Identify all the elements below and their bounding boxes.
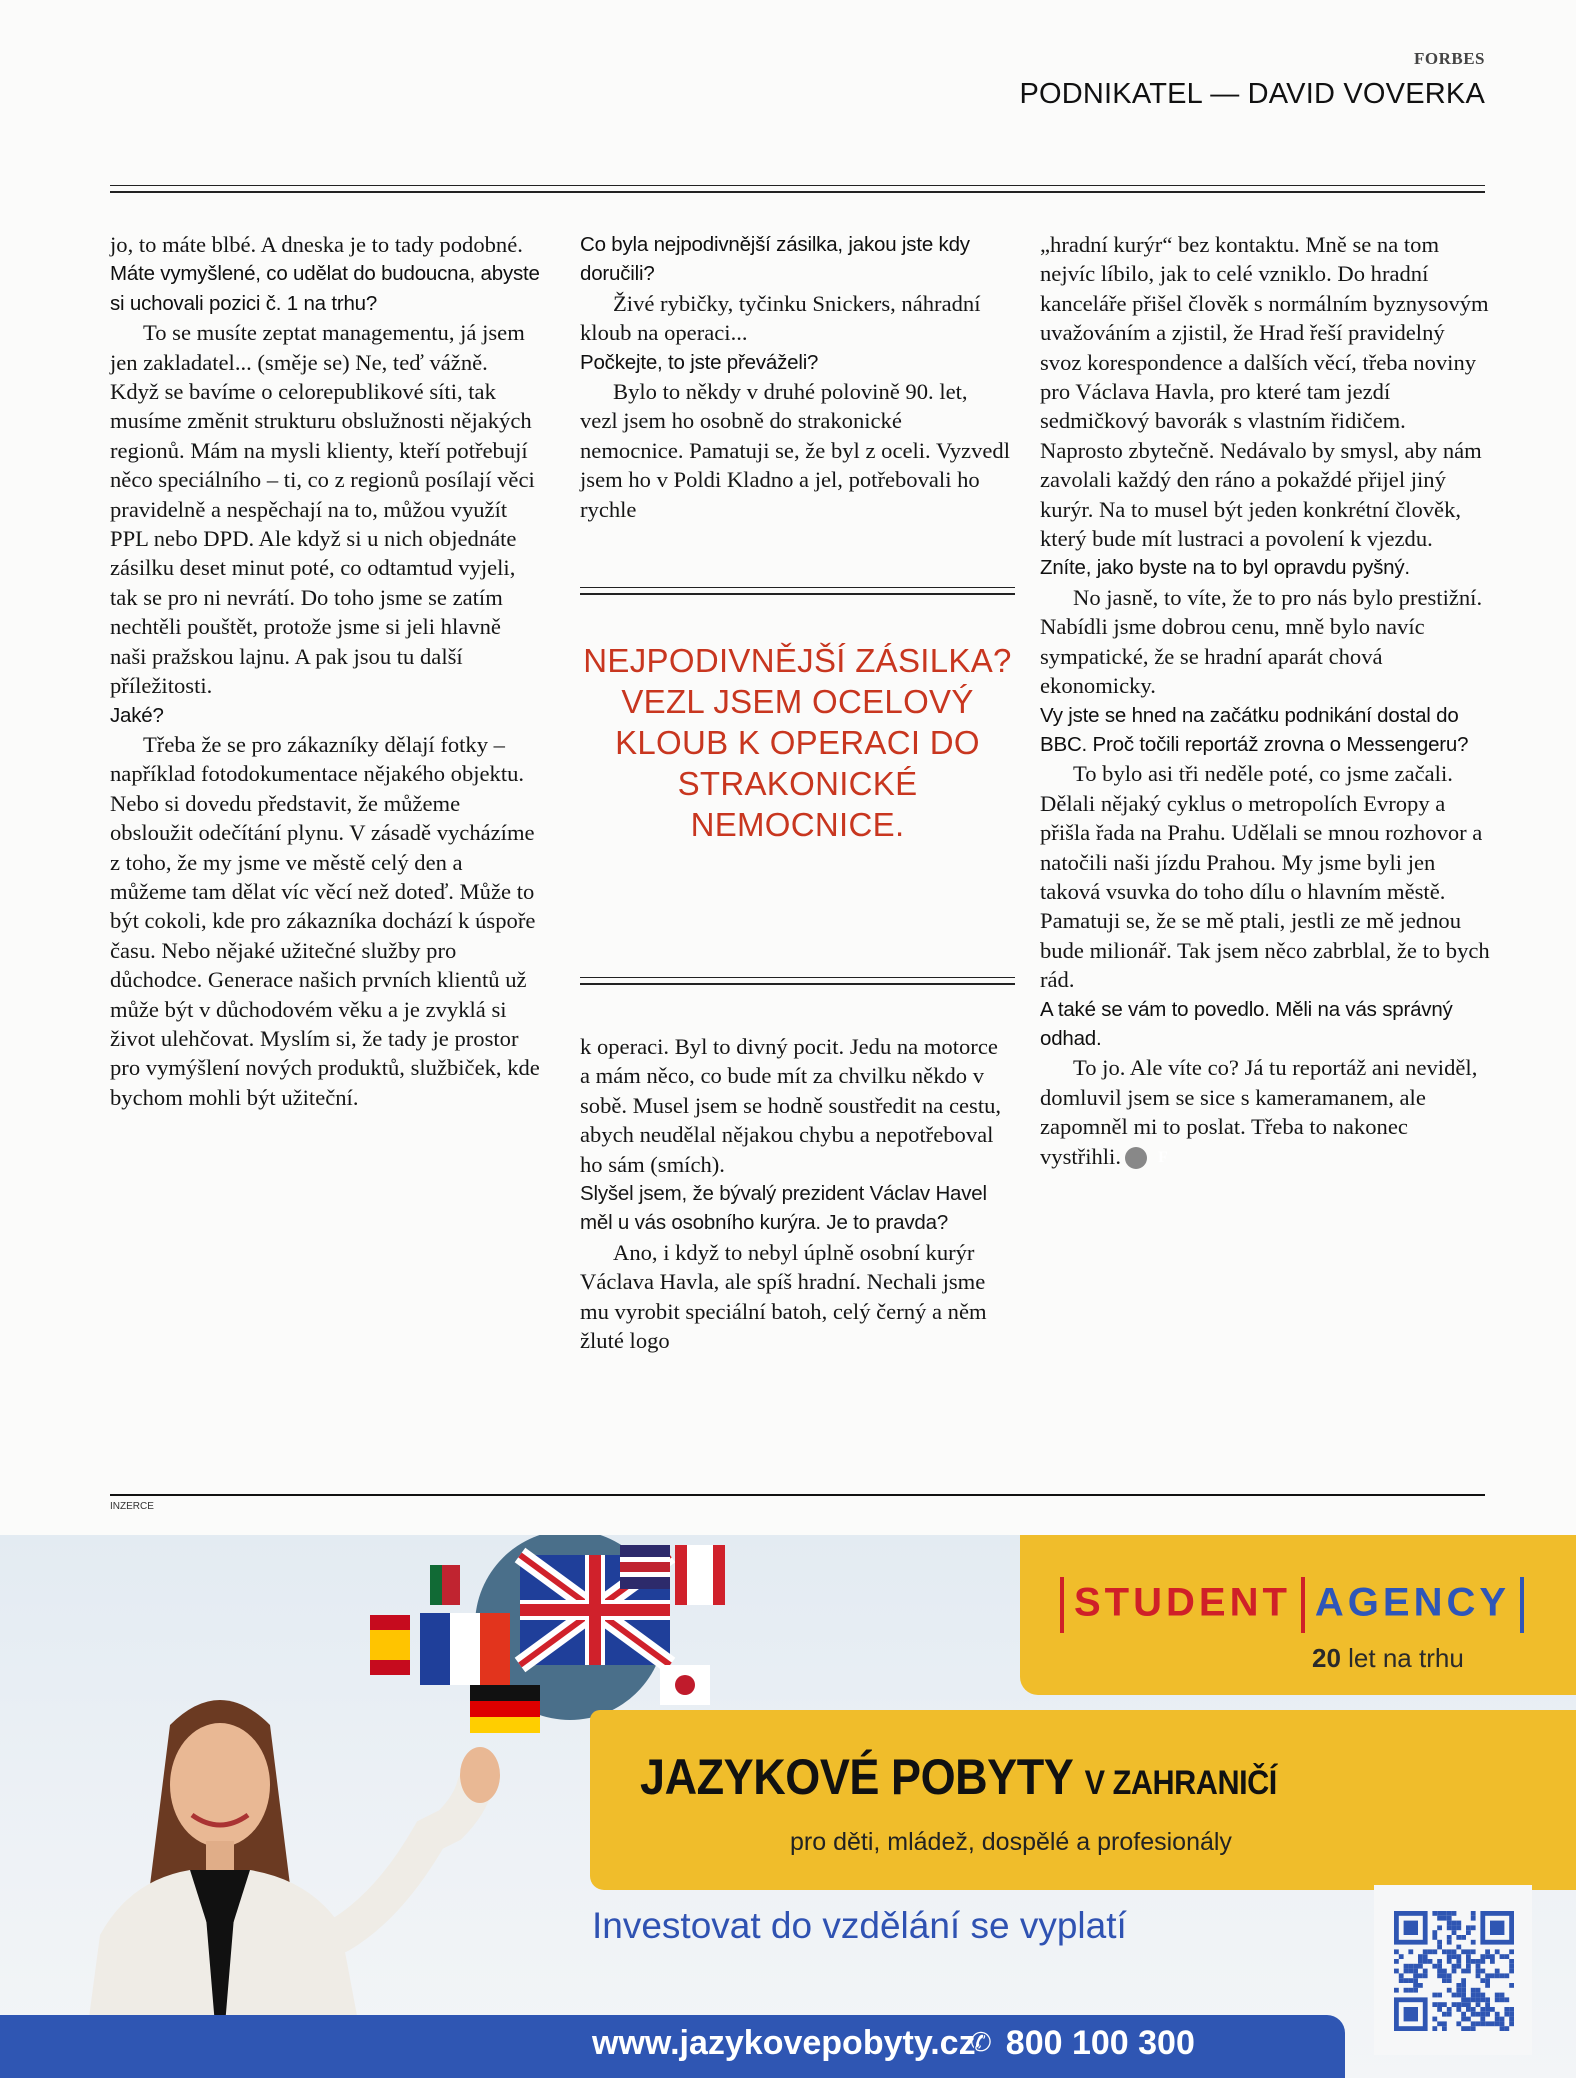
qr-module [1432,2002,1437,2007]
qr-module [1466,1949,1471,1954]
logo-divider [1520,1577,1524,1633]
qr-module [1394,1988,1399,1993]
qr-module [1423,1973,1428,1978]
qr-module [1461,1978,1466,1983]
qr-module [1432,2017,1437,2022]
qr-module [1461,2012,1466,2017]
qr-module [1423,1949,1428,1954]
ad-divider [110,1494,1485,1496]
qr-module [1447,1959,1452,1964]
qr-module [1442,2026,1447,2031]
qr-module [1485,1954,1490,1959]
qr-module [1442,2012,1447,2017]
qr-module [1476,2021,1481,2026]
qr-module [1432,1930,1437,1935]
qr-module [1490,1921,1504,1935]
article-column-2-top [580,230,1010,524]
advertisement-label: INZERCE [110,1501,154,1512]
pullquote-divider-top [580,587,1015,595]
qr-module [1476,1988,1481,1993]
qr-module [1442,2002,1447,2007]
paragraph: „hradní kurýr“ bez kontaktu. Mně se na tom nejvíc líbilo, jak to celé vzniklo. Do hradní kanceláře přišel člověk s normálním byznysovým uvažováním a zjistil, že Hrad řeší pravidelný svoz korespondence a dalších věcí, třeba noviny pro Václava Havla, pro které tam jezdí sedmičkový bavorák s vlastním řidičem. Naprosto zbytečně. Nedávalo by smysl, aby nám zavolali každý den ráno a pokaždé přijel jiný kurýr. Na to musel být jeden konkrétní člověk, který bude mít lustraci a povolení k vjezdu. [1040,232,1489,552]
qr-module [1456,1983,1461,1988]
ad-headline [640,1748,1277,1806]
interview-answer: Živé rybičky, tyčinku Snickers, náhradní kloub na operaci... [580,290,981,346]
qr-module [1476,1959,1481,1964]
qr-module [1495,1997,1500,2002]
qr-module [1399,1954,1404,1959]
qr-module [1408,1949,1413,1954]
qr-module [1408,1964,1413,1969]
qr-module [1504,1973,1509,1978]
qr-module [1456,1964,1461,1969]
qr-module [1456,1925,1461,1930]
interview-question: Slyšel jsem, že bývalý prezident Václav Havel měl u vás osobního kurýra. Je to pravda? [580,1182,987,1235]
qr-module [1495,2017,1500,2022]
qr-module [1418,1954,1423,1959]
qr-module [1437,1993,1442,1998]
qr-module [1394,1959,1399,1964]
interview-answer: Třeba že se pro zákazníky dělají fotky – například fotodokumentace nějakého objektu. Nebo si dovedu představit, že můžeme obsloužit odečítání plynu. V zásadě vycházíme z toho, že my jsme ve městě celý den a můžeme tam dělat víc věcí než doteď. Může to být cokoli, kde pro zákazníka dochází k úspoře času. Nebo nějaké užitečné služby pro důchodce. Generace našich prvních klientů už může být v důchodovém věku a je zvyklá si život ulehčovat. Myslím si, že tady je prostor pro vymýšlení nových produktů, službiček, kde bychom mohli být užiteční. [110,731,540,1110]
qr-module [1437,1940,1442,1945]
qr-module [1452,1949,1457,1954]
qr-module [1476,1964,1481,1969]
qr-module [1466,1930,1471,1935]
years-on-market [1312,1643,1464,1674]
logo-divider [1301,1577,1305,1633]
qr-module [1485,1973,1490,1978]
qr-module [1442,1916,1447,1921]
qr-module [1480,1969,1485,1974]
qr-module [1447,1978,1452,1983]
qr-module [1471,1940,1476,1945]
qr-module [1476,1969,1481,1974]
qr-module [1490,2007,1495,2012]
qr-module [1471,1911,1476,1916]
years-text: let na trhu [1348,1643,1464,1673]
qr-module [1480,1959,1485,1964]
qr-module [1461,1935,1466,1940]
qr-module [1404,1969,1409,1974]
qr-module [1466,1997,1471,2002]
qr-module [1447,2012,1452,2017]
qr-module [1500,2026,1505,2031]
logo-divider [1060,1577,1064,1633]
qr-module [1437,2002,1442,2007]
qr-module [1437,1964,1442,1969]
qr-module [1442,1949,1447,1954]
qr-module [1466,1969,1471,1974]
website-link[interactable]: www.jazykovepobyty.cz [592,2024,976,2062]
qr-module [1471,1997,1476,2002]
qr-module [1447,2007,1452,2012]
qr-module [1471,1993,1476,1998]
qr-module [1452,2002,1457,2007]
qr-module [1495,1973,1500,1978]
interview-question: Vy jste se hned na začátku podnikání dostal do BBC. Proč točili reportáž zrovna o Messengeru? [1040,703,1469,756]
qr-module [1509,1949,1514,1954]
qr-module [1471,2007,1476,2012]
qr-module [1404,1978,1409,1983]
interview-answer: No jasně, to víte, že to pro nás bylo prestižní. Nabídli jsme dobrou cenu, mně bylo navíc sympatické, že se hradní aparát chová ekonomicky. [1040,584,1483,699]
qr-module [1476,2002,1481,2007]
qr-module [1509,1983,1514,1988]
interview-answer-final [1040,1053,1490,1171]
qr-module [1509,2021,1514,2026]
qr-code[interactable] [1374,1885,1532,2055]
qr-module [1500,1973,1505,1978]
qr-module [1466,1954,1471,1959]
qr-module [1480,1997,1485,2002]
qr-module [1404,2007,1418,2021]
interview-question: Máte vymyšlené, co udělat do budoucna, abyste si uchovali pozici č. 1 na trhu? [110,262,540,315]
qr-module [1456,1959,1461,1964]
qr-module [1432,1911,1437,1916]
qr-module [1442,2021,1447,2026]
qr-module [1495,2012,1500,2017]
qr-module [1447,1973,1452,1978]
years-number: 20 [1312,1643,1341,1673]
qr-module [1456,1993,1461,1998]
qr-module [1428,1959,1433,1964]
qr-module [1428,1949,1433,1954]
qr-module [1480,1954,1485,1959]
qr-module [1394,1969,1399,1974]
qr-module [1509,1969,1514,1974]
qr-module [1447,1925,1452,1930]
interview-answer: To bylo asi tři neděle poté, co jsme začali. Dělali nějaký cyklus o metropolích Evropy a přišla řada na Prahu. Udělali se mnou rozhovor a natočili naši jízdu Prahou. My jsme byli jen taková vsuvka do toho dílu o hlavním městě. Pamatuji se, že se mě ptali, jestli ze mě jednou bude milionář. Tak jsem něco zabrblal, že to bych rád. [1040,761,1490,993]
qr-module [1485,2002,1490,2007]
qr-module [1461,1969,1466,1974]
qr-module [1442,1973,1447,1978]
student-agency-logo[interactable] [1050,1577,1534,1633]
advertisement[interactable] [0,1535,1576,2078]
phone-number[interactable] [970,2024,1195,2063]
qr-module [1437,1959,1442,1964]
qr-module [1509,1959,1514,1964]
qr-module [1447,1935,1452,1940]
pullquote: NEJPODIVNĚJŠÍ ZÁSILKA? VEZL JSEM OCELOVÝ KLOUB K OPERACI DO STRAKONICKÉ NEMOCNICE. [583,642,1012,843]
qr-module [1461,2002,1466,2007]
qr-module [1476,1993,1481,1998]
qr-module [1500,2021,1505,2026]
qr-module [1432,1949,1437,1954]
qr-module [1452,1993,1457,1998]
interview-question: Zníte, jako byste na to byl opravdu pyšný. [1040,556,1410,580]
qr-module [1466,1959,1471,1964]
qr-module [1442,1969,1447,1974]
qr-module [1461,1949,1466,1954]
qr-module [1485,1978,1490,1983]
qr-module [1447,1940,1452,1945]
brand-student: STUDENT [1074,1580,1291,1625]
qr-module [1456,2021,1461,2026]
qr-module [1456,1954,1461,1959]
qr-module [1480,2012,1485,2017]
qr-module [1466,2017,1471,2022]
qr-module [1423,1959,1428,1964]
qr-module [1485,2012,1490,2017]
qr-module [1437,1969,1442,1974]
qr-module [1485,2021,1490,2026]
qr-module [1461,1983,1466,1988]
qr-module [1509,2007,1514,2012]
qr-module [1456,1935,1461,1940]
qr-module [1452,1964,1457,1969]
qr-module [1452,1930,1457,1935]
interview-answer: Bylo to někdy v druhé polovině 90. let, vezl jsem ho osobně do strakonické nemocnice. Pamatuji se, že byl z oceli. Vyzvedl jsem ho v Poldi Kladno a jel, potřebovali ho rychle [580,379,1010,522]
ad-headline-panel [590,1710,1576,1890]
qr-module [1437,2007,1442,2012]
qr-module [1442,1911,1447,1916]
qr-module [1413,1983,1418,1988]
flags-globe-illustration [370,1535,790,1735]
qr-module [1452,1954,1457,1959]
qr-module [1471,2012,1476,2017]
header-divider [110,185,1485,193]
qr-module [1413,1978,1418,1983]
qr-module [1471,1949,1476,1954]
qr-module [1471,2021,1476,2026]
qr-module [1490,1973,1495,1978]
qr-module [1418,1964,1423,1969]
qr-module [1461,2026,1466,2031]
qr-module [1490,1959,1495,1964]
qr-module [1413,1964,1418,1969]
publication-name: FORBES [1413,49,1485,68]
qr-module [1480,1978,1485,1983]
ad-slogan: Investovat do vzdělání se vyplatí [592,1905,1127,1946]
paragraph: k operaci. Byl to divný pocit. Jedu na motorce a mám něco, co bude mít za chvilku někdo v sobě. Musel jsem se hodně soustředit na cestu, abych neudělal nějakou chybu a nepotřeboval ho sám (smích). [580,1034,1002,1177]
qr-module [1452,1969,1457,1974]
qr-module [1408,1978,1413,1983]
qr-module [1471,1916,1476,1921]
qr-module [1509,1964,1514,1969]
interview-question: A také se vám to povedlo. Měli na vás správný odhad. [1040,997,1453,1050]
phone-value: 800 100 300 [1005,2024,1195,2062]
pullquote-divider-bottom [580,977,1015,985]
qr-module [1485,2007,1490,2012]
qr-module [1418,1959,1423,1964]
qr-module [1437,2021,1442,2026]
qr-module [1418,1983,1423,1988]
qr-module [1504,2026,1509,2031]
qr-module [1490,1954,1495,1959]
qr-module [1404,1964,1409,1969]
qr-module [1476,2012,1481,2017]
interview-question: Počkejte, to jste převáželi? [580,350,819,374]
qr-module [1437,1925,1442,1930]
qr-module [1437,1911,1442,1916]
qr-module [1418,1973,1423,1978]
qr-module [1408,1988,1413,1993]
article-column-3 [1040,230,1490,1171]
qr-module [1452,1921,1457,1926]
qr-module [1461,1993,1466,1998]
qr-module [1504,2007,1509,2012]
qr-module [1490,2021,1495,2026]
qr-module [1432,1935,1437,1940]
qr-module [1500,1993,1505,1998]
qr-module [1485,1983,1490,1988]
qr-module [1509,2017,1514,2022]
qr-module [1495,1993,1500,1998]
qr-module [1461,1988,1466,1993]
qr-module [1500,1954,1505,1959]
interview-answer: To se musíte zeptat managementu, já jsem jen zakladatel... (směje se) Ne, teď vážně. Když se bavíme o celorepublikové síti, tak musíme změnit strukturu obslužnosti nějakých regionů. Mám na mysli klienty, kteří potřebují něco speciálního – ti, co z regionů posílají věci pravidelně a nespěchají na to, můžou využít PPL nebo DPD. Ale když si u nich objednáte zásilku deset minut poté, co odtamtud vyjeli, tak se pro ni nevrátí. Do toho jsme se zatím nechtěli pouštět, protože jsme si jeli hlavně naši pražskou lajnu. A pak jsou tu další příležitosti. [110,320,535,699]
qr-module [1452,1925,1457,1930]
qr-module [1509,2012,1514,2017]
qr-module [1500,2017,1505,2022]
qr-module [1495,2021,1500,2026]
qr-module [1480,2007,1485,2012]
qr-module [1504,1997,1509,2002]
interview-question: Co byla nejpodivnější zásilka, jakou jste kdy doručili? [580,233,970,286]
qr-module [1461,2017,1466,2022]
qr-module [1456,1921,1461,1926]
qr-module [1476,1997,1481,2002]
qr-module [1442,1978,1447,1983]
phone-icon: ✆ [970,2027,992,2057]
qr-module [1466,2002,1471,2007]
student-agency-panel [1020,1535,1576,1695]
qr-module [1480,1993,1485,1998]
qr-module [1495,1949,1500,1954]
qr-module [1447,1954,1452,1959]
qr-module [1399,1973,1404,1978]
qr-module [1456,1988,1461,1993]
qr-module [1456,1945,1461,1950]
qr-module [1466,1964,1471,1969]
qr-module [1480,2021,1485,2026]
qr-module [1471,2026,1476,2031]
qr-module [1408,1969,1413,1974]
qr-module [1437,1945,1442,1950]
qr-module [1447,1988,1452,1993]
qr-module [1456,2002,1461,2007]
qr-module [1394,1949,1399,1954]
qr-module [1413,1969,1418,1974]
qr-module [1466,2026,1471,2031]
brand-agency: AGENCY [1314,1580,1511,1625]
qr-module [1447,1916,1452,1921]
interview-question: Jaké? [110,703,164,727]
article-column-1 [110,230,540,1112]
qr-module [1447,1949,1452,1954]
contact-bar [0,2015,1345,2078]
qr-module [1461,1997,1466,2002]
qr-module [1495,1969,1500,1974]
qr-module [1485,1949,1490,1954]
qr-module [1423,1969,1428,1974]
qr-code-icon [1394,1907,1514,2035]
qr-module [1413,1988,1418,1993]
qr-module [1437,1916,1442,1921]
paragraph: jo, to máte blbé. A dneska je to tady podobné. [110,232,523,257]
qr-module [1466,2007,1471,2012]
qr-module [1480,2017,1485,2022]
qr-module [1404,1921,1418,1935]
section-title: PODNIKATEL — DAVID VOVERKA [1019,78,1485,110]
qr-module [1432,2026,1437,2031]
qr-module [1447,1911,1452,1916]
qr-module [1476,1973,1481,1978]
qr-module [1432,1964,1437,1969]
qr-module [1437,1973,1442,1978]
final-answer-text: To jo. Ale víte co? Já tu reportáž ani neviděl, domluvil jsem se sice s kameramanem, ale zapomněl mi to poslat. Třeba to nakonec vystřihli. [1040,1055,1478,1169]
qr-module [1447,1921,1452,1926]
qr-module [1504,2012,1509,2017]
qr-module [1423,1954,1428,1959]
qr-module [1504,1954,1509,1959]
qr-module [1485,1997,1490,2002]
qr-module [1404,1988,1409,1993]
qr-module [1471,1959,1476,1964]
qr-module [1413,1973,1418,1978]
ad-subtitle: pro děti, mládež, dospělé a profesionály [790,1828,1232,1856]
headline-small: V ZAHRANIČÍ [1084,1764,1277,1802]
qr-module [1466,1925,1471,1930]
interview-answer: Ano, i když to nebyl úplně osobní kurýr Václava Havla, ale spíš hradní. Nechali jsme mu vyrobit speciální batoh, celý černý a něm žluté logo [580,1239,987,1354]
qr-module [1399,1978,1404,1983]
qr-module [1500,1997,1505,2002]
qr-module [1471,1925,1476,1930]
headline-main: JAZYKOVÉ POBYTY [640,1749,1073,1805]
qr-module [1452,1911,1457,1916]
qr-module [1456,2007,1461,2012]
article-column-2-bottom [580,1032,1010,1355]
qr-module [1432,1993,1437,1998]
forbes-end-mark-icon: F [1125,1147,1147,1169]
qr-module [1471,1988,1476,1993]
